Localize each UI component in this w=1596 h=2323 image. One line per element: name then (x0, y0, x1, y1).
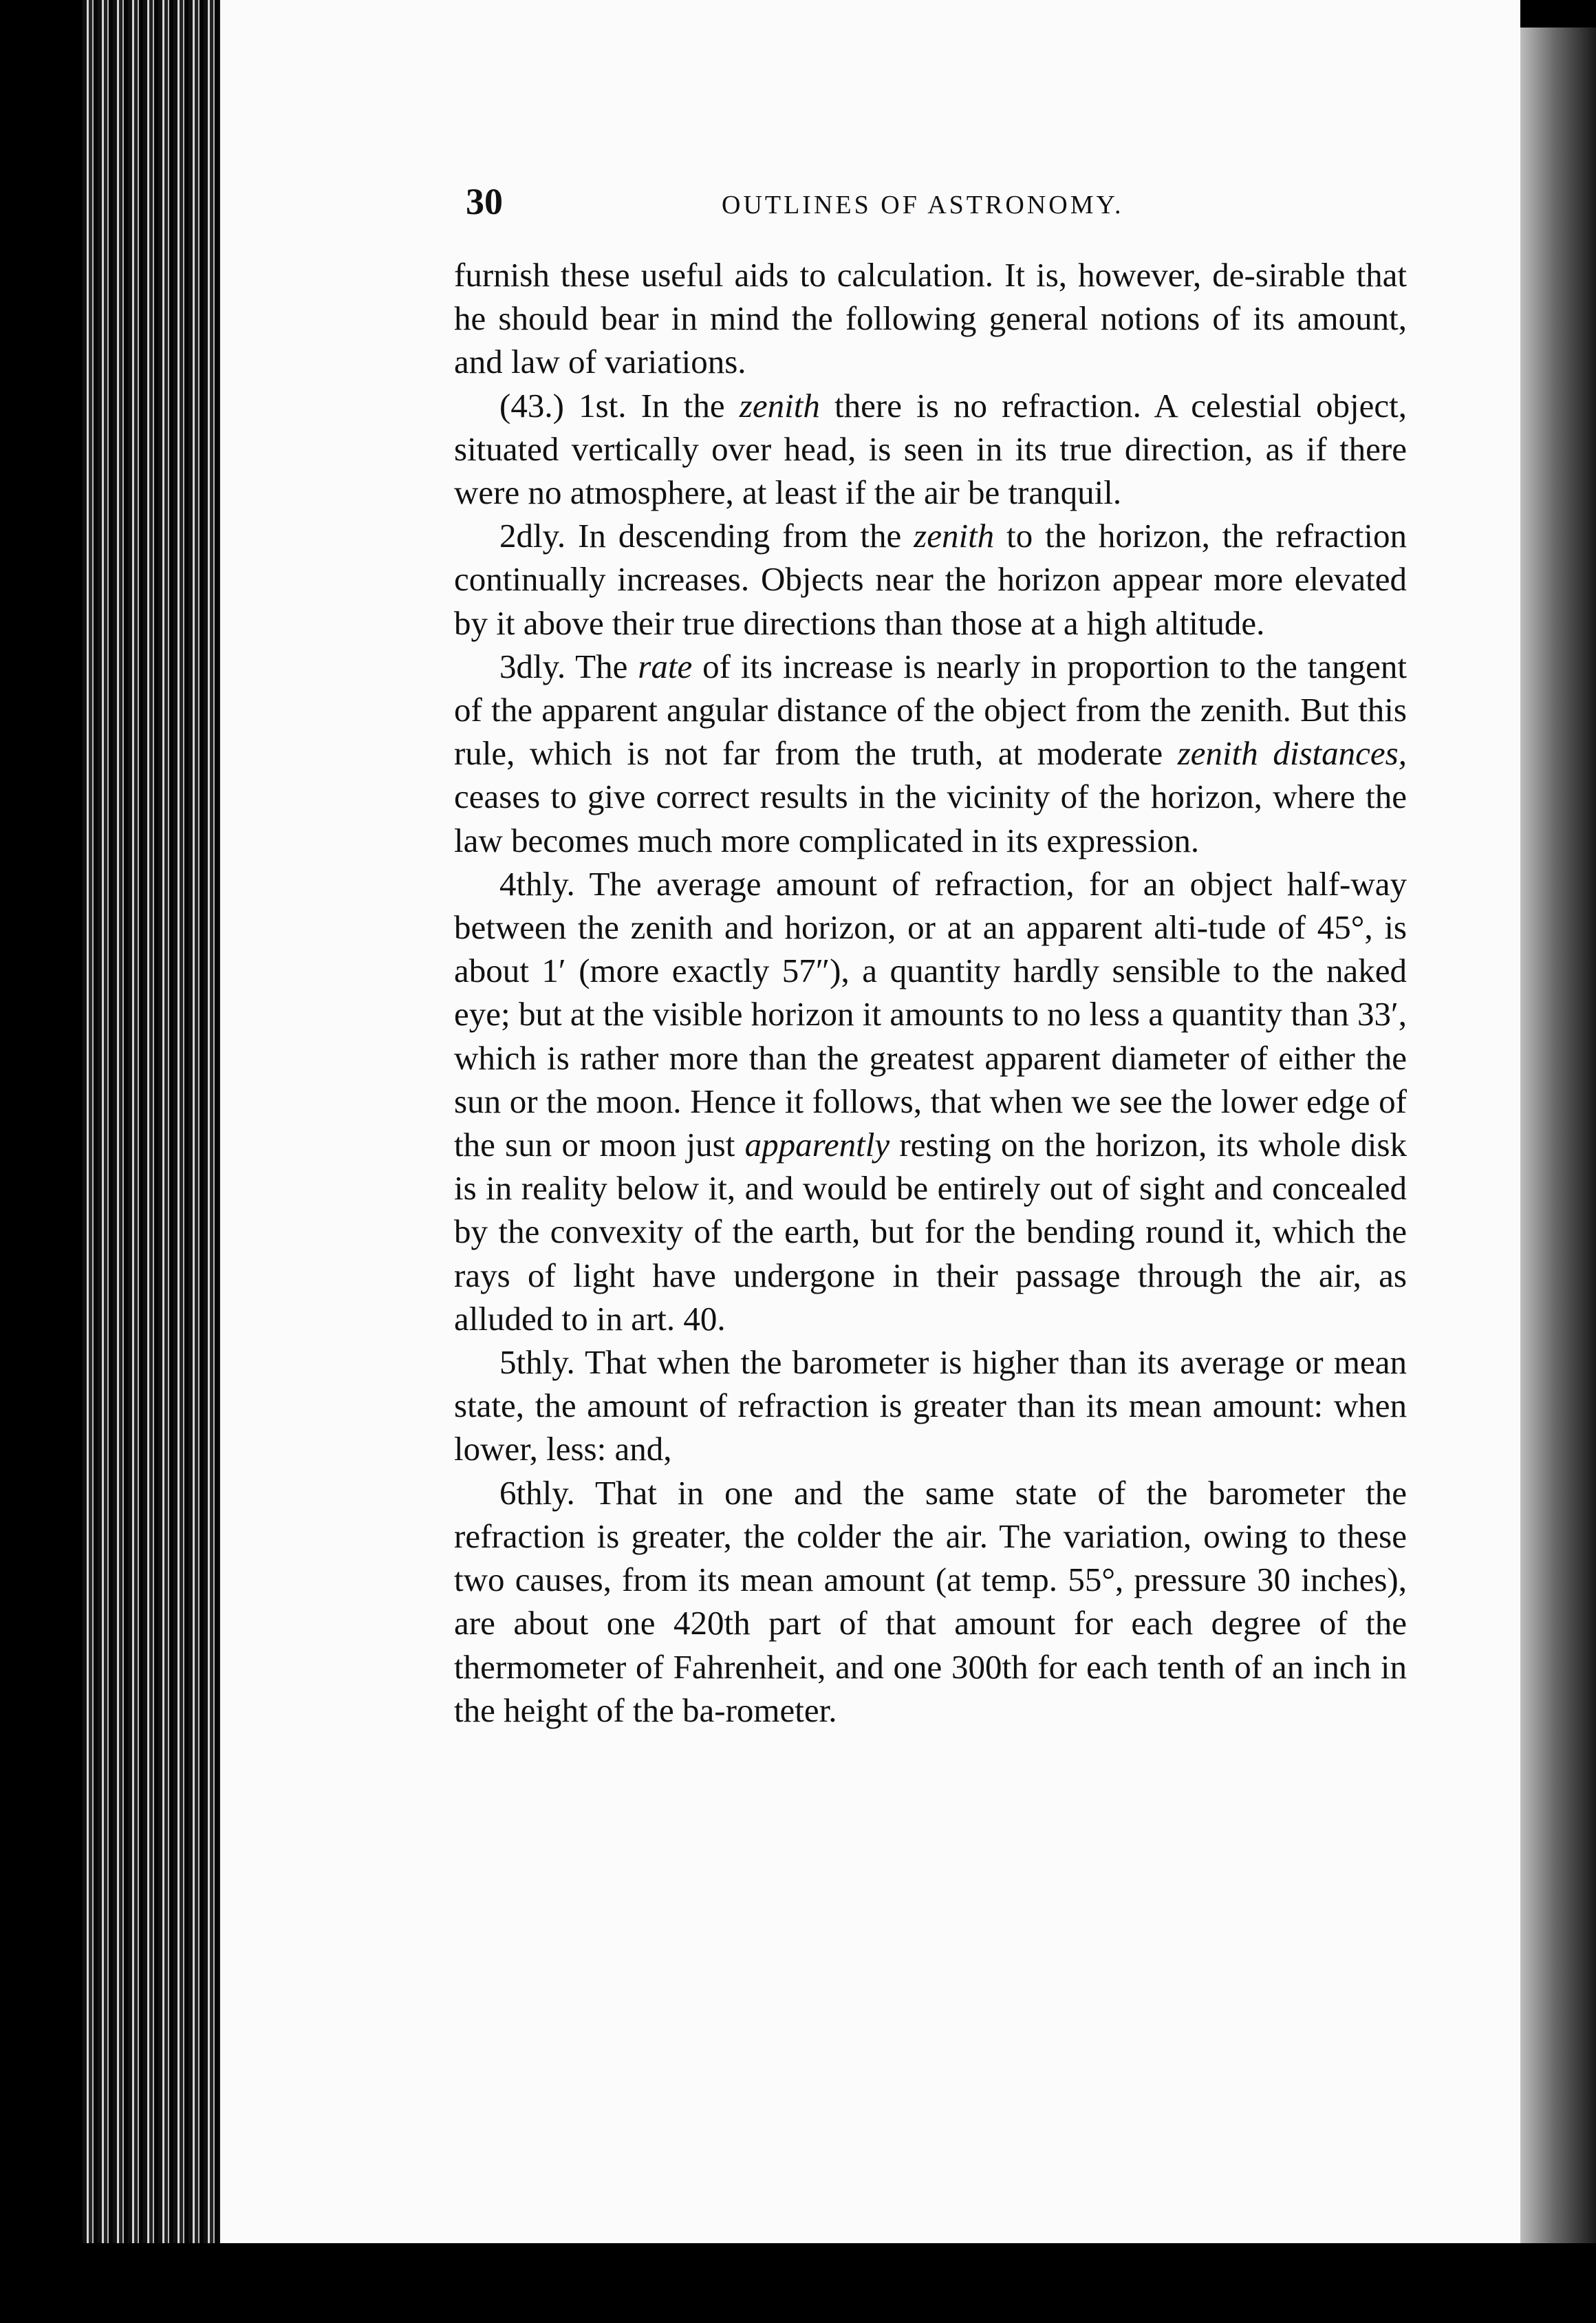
binding-shadow (1520, 28, 1596, 2243)
paragraph (454, 1471, 1407, 1732)
italic-text-run: zenith distances, (1177, 734, 1407, 773)
text-run: 6thly. That in one and the same state of the barometer the refraction is greater, the colder the air. The variation, owing to these two causes, from its mean amount (at temp. 55°, pressure 30 inches), are about one 420th part of that amount for each degree of the thermometer of Fahrenheit, and one 300th for each tenth of an inch in the height of the ba-rometer. (454, 1473, 1407, 1729)
text-run: furnish these useful aids to calculation. It is, however, de-sirable that he should bear in mind the following general notions of its amount, and law of variations. (454, 256, 1407, 381)
paragraph (454, 514, 1407, 645)
text-run: ceases to give correct results in the vicinity of the horizon, where the law becomes much more complicated in its expression. (454, 778, 1407, 859)
body-text (454, 253, 1407, 1732)
text-run: 5thly. That when the barometer is higher than its average or mean state, the amount of refraction is greater than its mean amount: when lower, less: and, (454, 1343, 1407, 1468)
paragraph (454, 645, 1407, 862)
text-run: 4thly. The average amount of refraction, for an object half-way between the zenith and horizon, or at an apparent alti-tude of 45°, is about 1′ (more exactly 57″), a quantity hardly sensible to the naked eye; but at the visible horizon it amounts to no less a quantity than 33′, which is rather more than the greatest apparent diameter of either the sun or the moon. Hence it follows, that when we see the lower edge of the sun or moon just (454, 864, 1407, 1164)
page-number: 30 (466, 181, 503, 222)
running-head: OUTLINES OF ASTRONOMY. (722, 191, 1124, 220)
italic-text-run: apparently (744, 1126, 890, 1164)
text-run: 2dly. In descending from the (499, 517, 914, 555)
paragraph (454, 253, 1407, 384)
text-run: to the horizon, the refraction continually increases. Objects near the horizon appear more elevated by it above their true directions than those at a high altitude. (454, 517, 1407, 642)
page-header (466, 180, 1154, 228)
italic-text-run: zenith (739, 386, 820, 425)
italic-text-run: zenith (914, 517, 995, 555)
text-run: of its increase is nearly in proportion to the tangent of the apparent angular distance of the object from the zenith. But this rule, which is not far from the truth, at moderate (454, 647, 1407, 773)
text-run: resting on the horizon, its whole disk is in reality below it, and would be entirely out of sight and concealed by the convexity of the earth, but for the bending round it, which the rays of light have undergone in their passage through the air, as alluded to in art. 40. (454, 1126, 1407, 1338)
scan-border (0, 2243, 1596, 2323)
text-run: (43.) 1st. In the (499, 386, 740, 425)
paragraph (454, 1340, 1407, 1471)
text-run: 3dly. The (499, 647, 638, 685)
book-page-edges (83, 0, 220, 2323)
paragraph (454, 384, 1407, 515)
text-run: there is no refraction. A celestial object, situated vertically over head, is seen in its true direction, as if there were no atmosphere, at least if the air be tranquil. (454, 386, 1407, 512)
paragraph (454, 862, 1407, 1340)
italic-text-run: rate (638, 647, 693, 685)
scan-background (0, 0, 83, 2323)
